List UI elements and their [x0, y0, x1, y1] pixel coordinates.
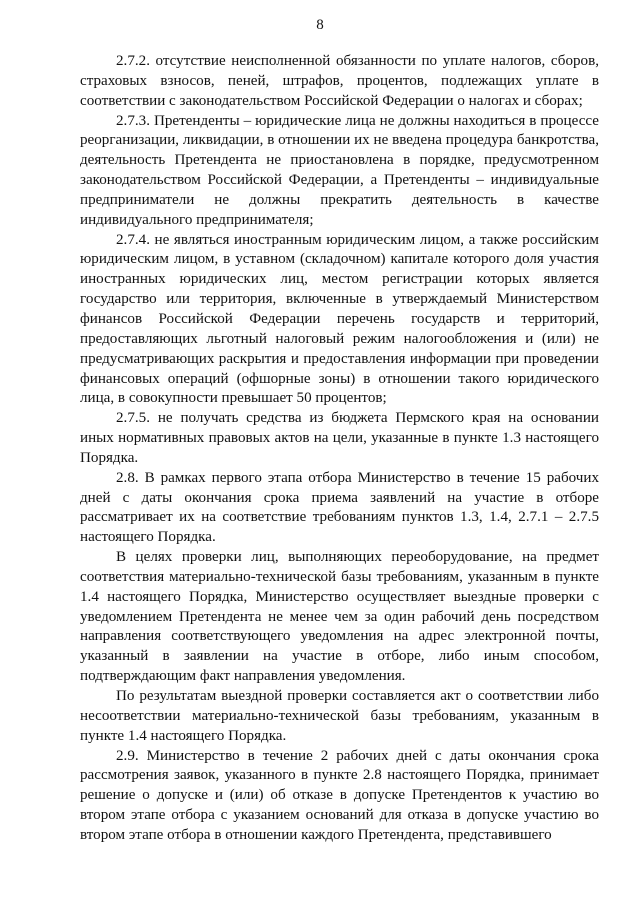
paragraph-2-9: 2.9. Министерство в течение 2 рабочих дней с даты окончания срока рассмотрения заявок, указанного в пункте 2.8 настоящего Порядка, принимает решение о допуске и (или) об отказе в допуске Претендентов к участию во втором этапе отбора с указанием оснований для отказа в допуске участию во втором этапе отбора в отношении каждого Претендента, представившего	[80, 747, 599, 843]
paragraph-2-8: 2.8. В рамках первого этапа отбора Министерство в течение 15 рабочих дней с даты окончания срока приема заявлений на участие в отборе рассматривает их на соответствие требованиям пунктов 1.3, 1.4, 2.7.1 – 2.7.5 настоящего Порядка.	[80, 469, 599, 546]
paragraph-2-7-2: 2.7.2. отсутствие неисполненной обязанности по уплате налогов, сборов, страховых взносов, пеней, штрафов, процентов, подлежащих уплате в соответствии с законодательством Российской Федерации о налогах и сборах;	[80, 53, 599, 109]
paragraph-2-7-4: 2.7.4. не являться иностранным юридическим лицом, а также российским юридическим лицом, в уставном (складочном) капитале которого доля участия иностранных юридических лиц, местом регистрации которых является государство или территория, включенные в утверждаемый Министерством финансов Российской Федерации перечень государств и территорий, предоставляющих льготный налоговый режим налогообложения и (или) не предусматривающих раскрытия и предоставления информации при проведении финансовых операций (офшорные зоны) в отношении такого юридического лица, в совокупности превышает 50 процентов;	[80, 231, 599, 407]
document-body	[80, 52, 599, 846]
paragraph-inspection: В целях проверки лиц, выполняющих переоборудование, на предмет соответствия материально-технической базы требованиям, указанным в пункте 1.4 настоящего Порядка, Министерство осуществляет выездные проверки с уведомлением Претендента не менее чем за один рабочий день посредством направления соответствующего уведомления на адрес электронной почты, указанный в заявлении на участие в отборе, либо иным способом, подтверждающим факт направления уведомления.	[80, 549, 599, 685]
paragraph-2-7-5: 2.7.5. не получать средства из бюджета Пермского края на основании иных нормативных правовых актов на цели, указанные в пункте 1.3 настоящего Порядка.	[80, 410, 599, 466]
paragraph-2-7-3: 2.7.3. Претенденты – юридические лица не должны находиться в процессе реорганизации, ликвидации, в отношении их не введена процедура банкротства, деятельность Претендента не приостановлена в порядке, предусмотренном законодательством Российской Федерации, а Претенденты – индивидуальные предприниматели не должны прекратить деятельность в качестве индивидуального предпринимателя;	[80, 112, 599, 228]
paragraph-inspection-act: По результатам выездной проверки составляется акт о соответствии либо несоответствии материально-технической базы требованиям, указанным в пункте 1.4 настоящего Порядка.	[80, 688, 599, 744]
page-number: 8	[316, 17, 324, 33]
